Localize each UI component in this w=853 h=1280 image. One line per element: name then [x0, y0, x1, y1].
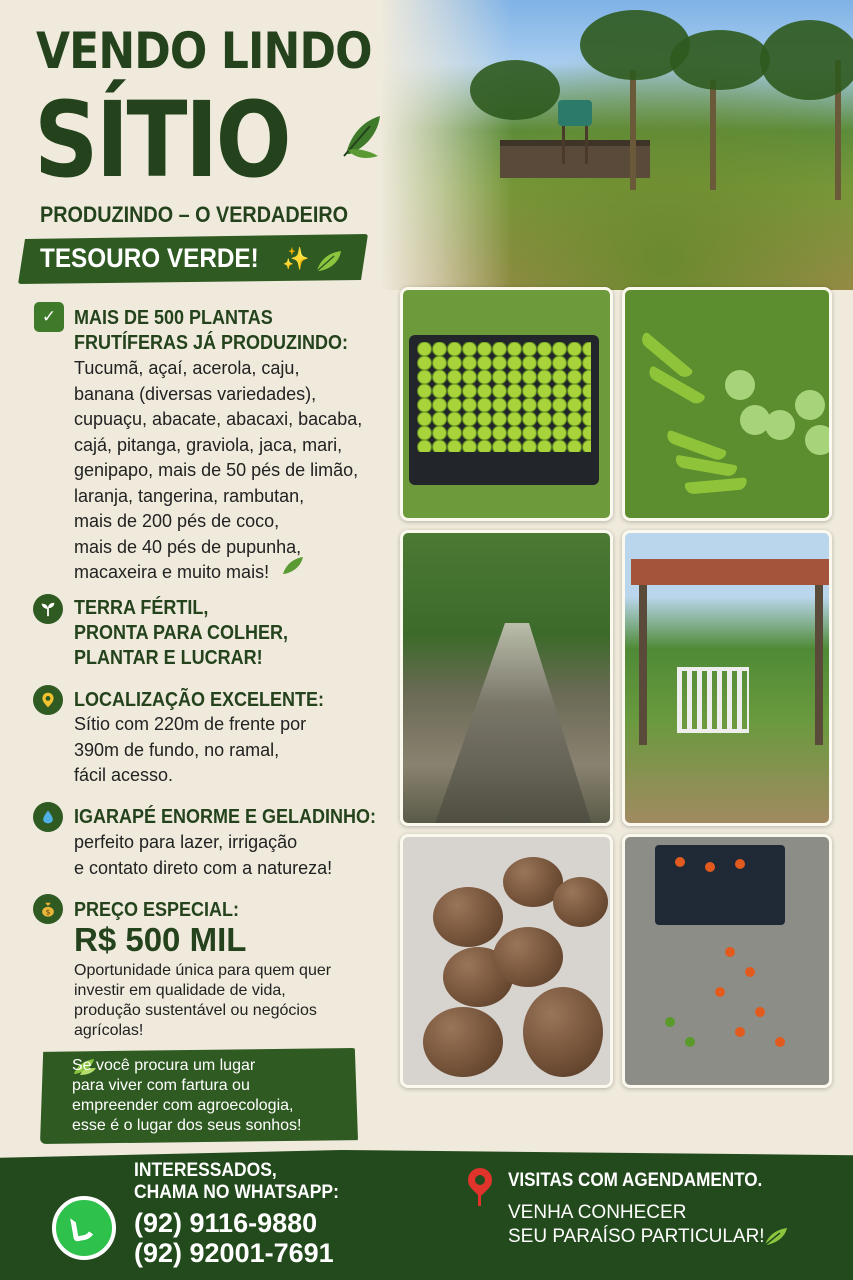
palm-crown: [760, 20, 853, 100]
location-pin-icon: [33, 685, 63, 715]
hero-farm-photo: [380, 0, 853, 290]
pupunha-fruit: [685, 1037, 695, 1047]
pupunha-fruit: [745, 967, 755, 977]
pupunha-fruit: [725, 947, 735, 957]
feature-location-body: Sítio com 220m de frente por 390m de fundo, no ramal, fácil acesso.: [74, 714, 307, 785]
pupunha-fruit: [665, 1017, 675, 1027]
check-icon: ✓: [34, 302, 64, 332]
subtitle: PRODUZINDO – O VERDADEIRO: [40, 202, 349, 227]
fruit: [433, 887, 503, 947]
pupunha-fruit: [735, 1027, 745, 1037]
price-value: R$ 500 MIL: [74, 921, 247, 958]
pupunha-fruit: [755, 1007, 765, 1017]
phone-number-2[interactable]: (92) 92001-7691: [134, 1238, 334, 1268]
feature-fruit-title: MAIS DE 500 PLANTAS FRUTÍFERAS JÁ PRODUZINDO:: [74, 307, 349, 354]
photo-limes-crate: [400, 287, 613, 521]
banana: [674, 455, 737, 478]
pupunha-fruit: [775, 1037, 785, 1047]
coconut: [725, 370, 755, 400]
feature-fruit-list: Tucumã, açaí, acerola, caju, banana (diversas variedades), cupuaçu, abacate, abacaxi, bacaba, cajá, pitanga, graviola, jaca, mari, genipapo, mais de 50 pés de limão, laranja, tangerina, rambutan, mais de 200 pés de coco, mais de 40 pés de pupunha, macaxeira e muito mais!: [74, 358, 363, 582]
leaf-icon: [314, 248, 344, 274]
water-drop-icon: [33, 802, 63, 832]
photo-river: [400, 530, 613, 826]
quote-text: Se você procura um lugar para viver com fartura ou empreender com agroecologia, esse é o lugar dos seus sonhos!: [72, 1057, 302, 1134]
palm-trunk: [630, 70, 636, 190]
phone-number-1[interactable]: (92) 9116-9880: [134, 1208, 318, 1238]
leaf-icon: [762, 1226, 790, 1248]
white-gate: [677, 667, 749, 733]
photo-gate: [622, 530, 832, 826]
pergola-post: [815, 585, 823, 745]
palm-trunk: [710, 80, 716, 190]
pupunha-fruit: [715, 987, 725, 997]
coconut: [795, 390, 825, 420]
photo-pupunha: [622, 834, 832, 1088]
coconut: [765, 410, 795, 440]
price-note: Oportunidade única para quem quer investir em qualidade de vida, produção sustentável ou negócios agrícolas!: [74, 962, 332, 1039]
pupunha-fruit: [675, 857, 685, 867]
fruit: [523, 987, 603, 1077]
coconut: [740, 405, 770, 435]
limes: [417, 342, 591, 452]
river-water: [433, 623, 593, 826]
sprout-icon: [33, 594, 63, 624]
water-tank-stand: [562, 126, 588, 164]
pergola-post: [639, 585, 647, 745]
pupunha-fruit: [705, 862, 715, 872]
visit-body: VENHA CONHECER SEU PARAÍSO PARTICULAR!: [508, 1202, 765, 1247]
leaf-icon: [340, 110, 386, 160]
palm-crown: [670, 30, 770, 90]
crate: [655, 845, 785, 925]
title-line-2: SÍTIO: [34, 79, 290, 201]
feature-water-title: IGARAPÉ ENORME E GELADINHO:: [74, 806, 377, 828]
feature-location-title: LOCALIZAÇÃO EXCELENTE:: [74, 689, 325, 711]
svg-text:$: $: [45, 907, 51, 917]
fruit: [423, 1007, 503, 1077]
banana: [685, 477, 748, 494]
leaf-icon: [280, 555, 306, 577]
water-tank: [558, 100, 592, 126]
photo-bananas-coconuts: [622, 287, 832, 521]
pergola-roof: [631, 559, 832, 585]
fruit: [493, 927, 563, 987]
map-pin-tail: [478, 1188, 481, 1206]
feature-water-body: perfeito para lazer, irrigação e contato direto com a natureza!: [74, 832, 333, 878]
feature-soil-title: TERRA FÉRTIL, PRONTA PARA COLHER, PLANTAR E LUCRAR!: [74, 597, 289, 669]
coconut: [805, 425, 832, 455]
contact-heading: INTERESSADOS, CHAMA NO WHATSAPP:: [134, 1160, 339, 1203]
money-bag-icon: [33, 894, 63, 924]
feature-price-title: PREÇO ESPECIAL:: [74, 899, 240, 921]
title-line-1: VENDO LINDO: [36, 22, 372, 80]
banner-text: TESOURO VERDE!: [40, 243, 259, 273]
pupunha-fruit: [735, 859, 745, 869]
photo-sapoti-fruit: [400, 834, 613, 1088]
visit-heading: VISITAS COM AGENDAMENTO.: [508, 1170, 763, 1191]
sparkle-icon: ✨: [282, 246, 310, 271]
fruit: [553, 877, 608, 927]
palm-crown: [470, 60, 560, 120]
